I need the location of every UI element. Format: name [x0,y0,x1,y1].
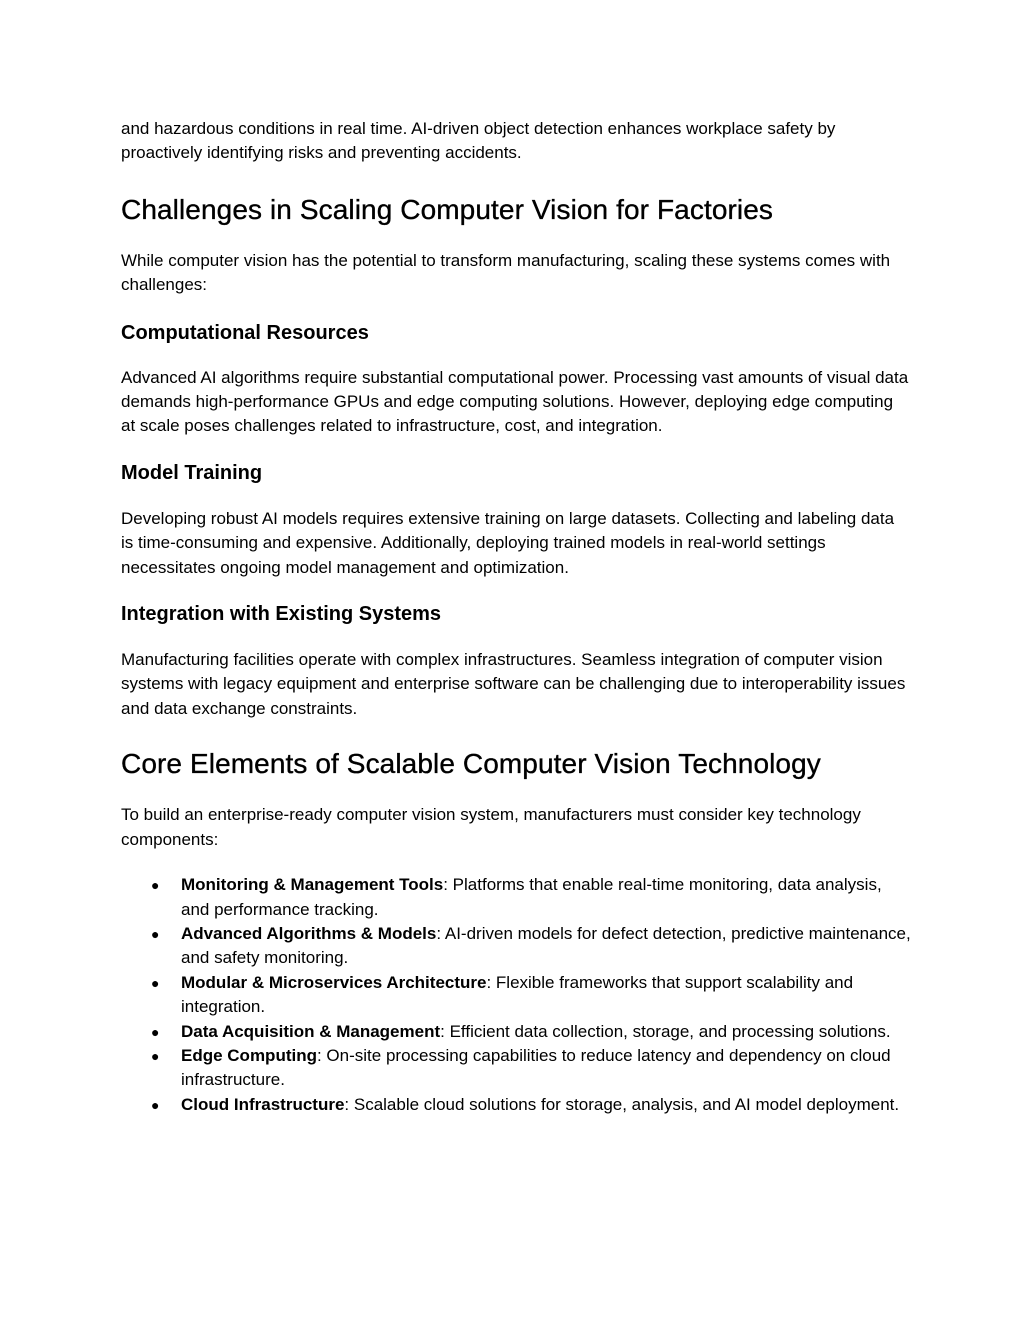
bullet-icon: ● [151,1023,160,1040]
list-item [121,1044,911,1093]
document-page [121,117,911,1117]
bullet-icon: ● [151,1047,160,1064]
list-item [121,971,911,1020]
bullet-icon: ● [151,1096,160,1113]
model-training-paragraph: Developing robust AI models requires extensive training on large datasets. Collecting and labeling data is time-consuming and expensive. Additionally, deploying trained models in real-world settings necessitates ongoing model management and optimization. [121,508,895,577]
list-item-description: : Efficient data collection, storage, and processing solutions. [440,1021,891,1041]
bullet-icon: ● [151,877,160,894]
subheading-model-training: Model Training [121,461,263,484]
section-heading-challenges: Challenges in Scaling Computer Vision for Factories [121,193,774,225]
bullet-icon: ● [151,974,160,991]
section-heading-core-elements: Core Elements of Scalable Computer Vision Technology [121,748,821,780]
intro-paragraph: and hazardous conditions in real time. AI-driven object detection enhances workplace safety by proactively identifying risks and preventing accidents. [121,119,836,163]
computational-resources-paragraph: Advanced AI algorithms require substantial computational power. Processing vast amounts of visual data demands high-performance GPUs and edge computing solutions. However, deploying edge computing at scale poses challenges related to infrastructure, cost, and integration. [121,367,909,436]
integration-paragraph: Manufacturing facilities operate with complex infrastructures. Seamless integration of computer vision systems with legacy equipment and enterprise software can be challenging due to interoperability issues and data exchange constraints. [121,650,906,718]
list-item-term: Modular & Microservices Architecture [181,972,487,992]
challenges-intro-paragraph: While computer vision has the potential to transform manufacturing, scaling these systems comes with challenges: [121,250,891,295]
list-item-description: : AI-driven models for defect detection, predictive maintenance, and safety monitoring. [181,923,911,968]
list-item-description: : On-site processing capabilities to reduce latency and dependency on cloud infrastructure. [181,1045,891,1090]
list-item [121,873,911,922]
list-item [121,922,911,971]
bullet-icon: ● [151,925,160,942]
core-elements-list [121,873,911,1117]
list-item-term: Data Acquisition & Management [181,1021,441,1041]
core-elements-intro-paragraph: To build an enterprise-ready computer vision system, manufacturers must consider key technology components: [121,805,861,849]
subheading-computational-resources: Computational Resources [121,321,369,344]
list-item-description: : Scalable cloud solutions for storage, analysis, and AI model deployment. [344,1094,900,1114]
list-item-description: : Platforms that enable real-time monitoring, data analysis, and performance tracking. [181,875,882,919]
subheading-integration: Integration with Existing Systems [121,603,442,626]
list-item [121,1020,911,1044]
list-item-term: Monitoring & Management Tools [181,875,444,895]
list-item [121,1093,911,1117]
list-item-term: Advanced Algorithms & Models [181,923,437,943]
list-item-description: : Flexible frameworks that support scalability and integration. [181,972,854,1017]
list-item-term: Edge Computing [181,1045,317,1065]
list-item-term: Cloud Infrastructure [181,1094,345,1114]
